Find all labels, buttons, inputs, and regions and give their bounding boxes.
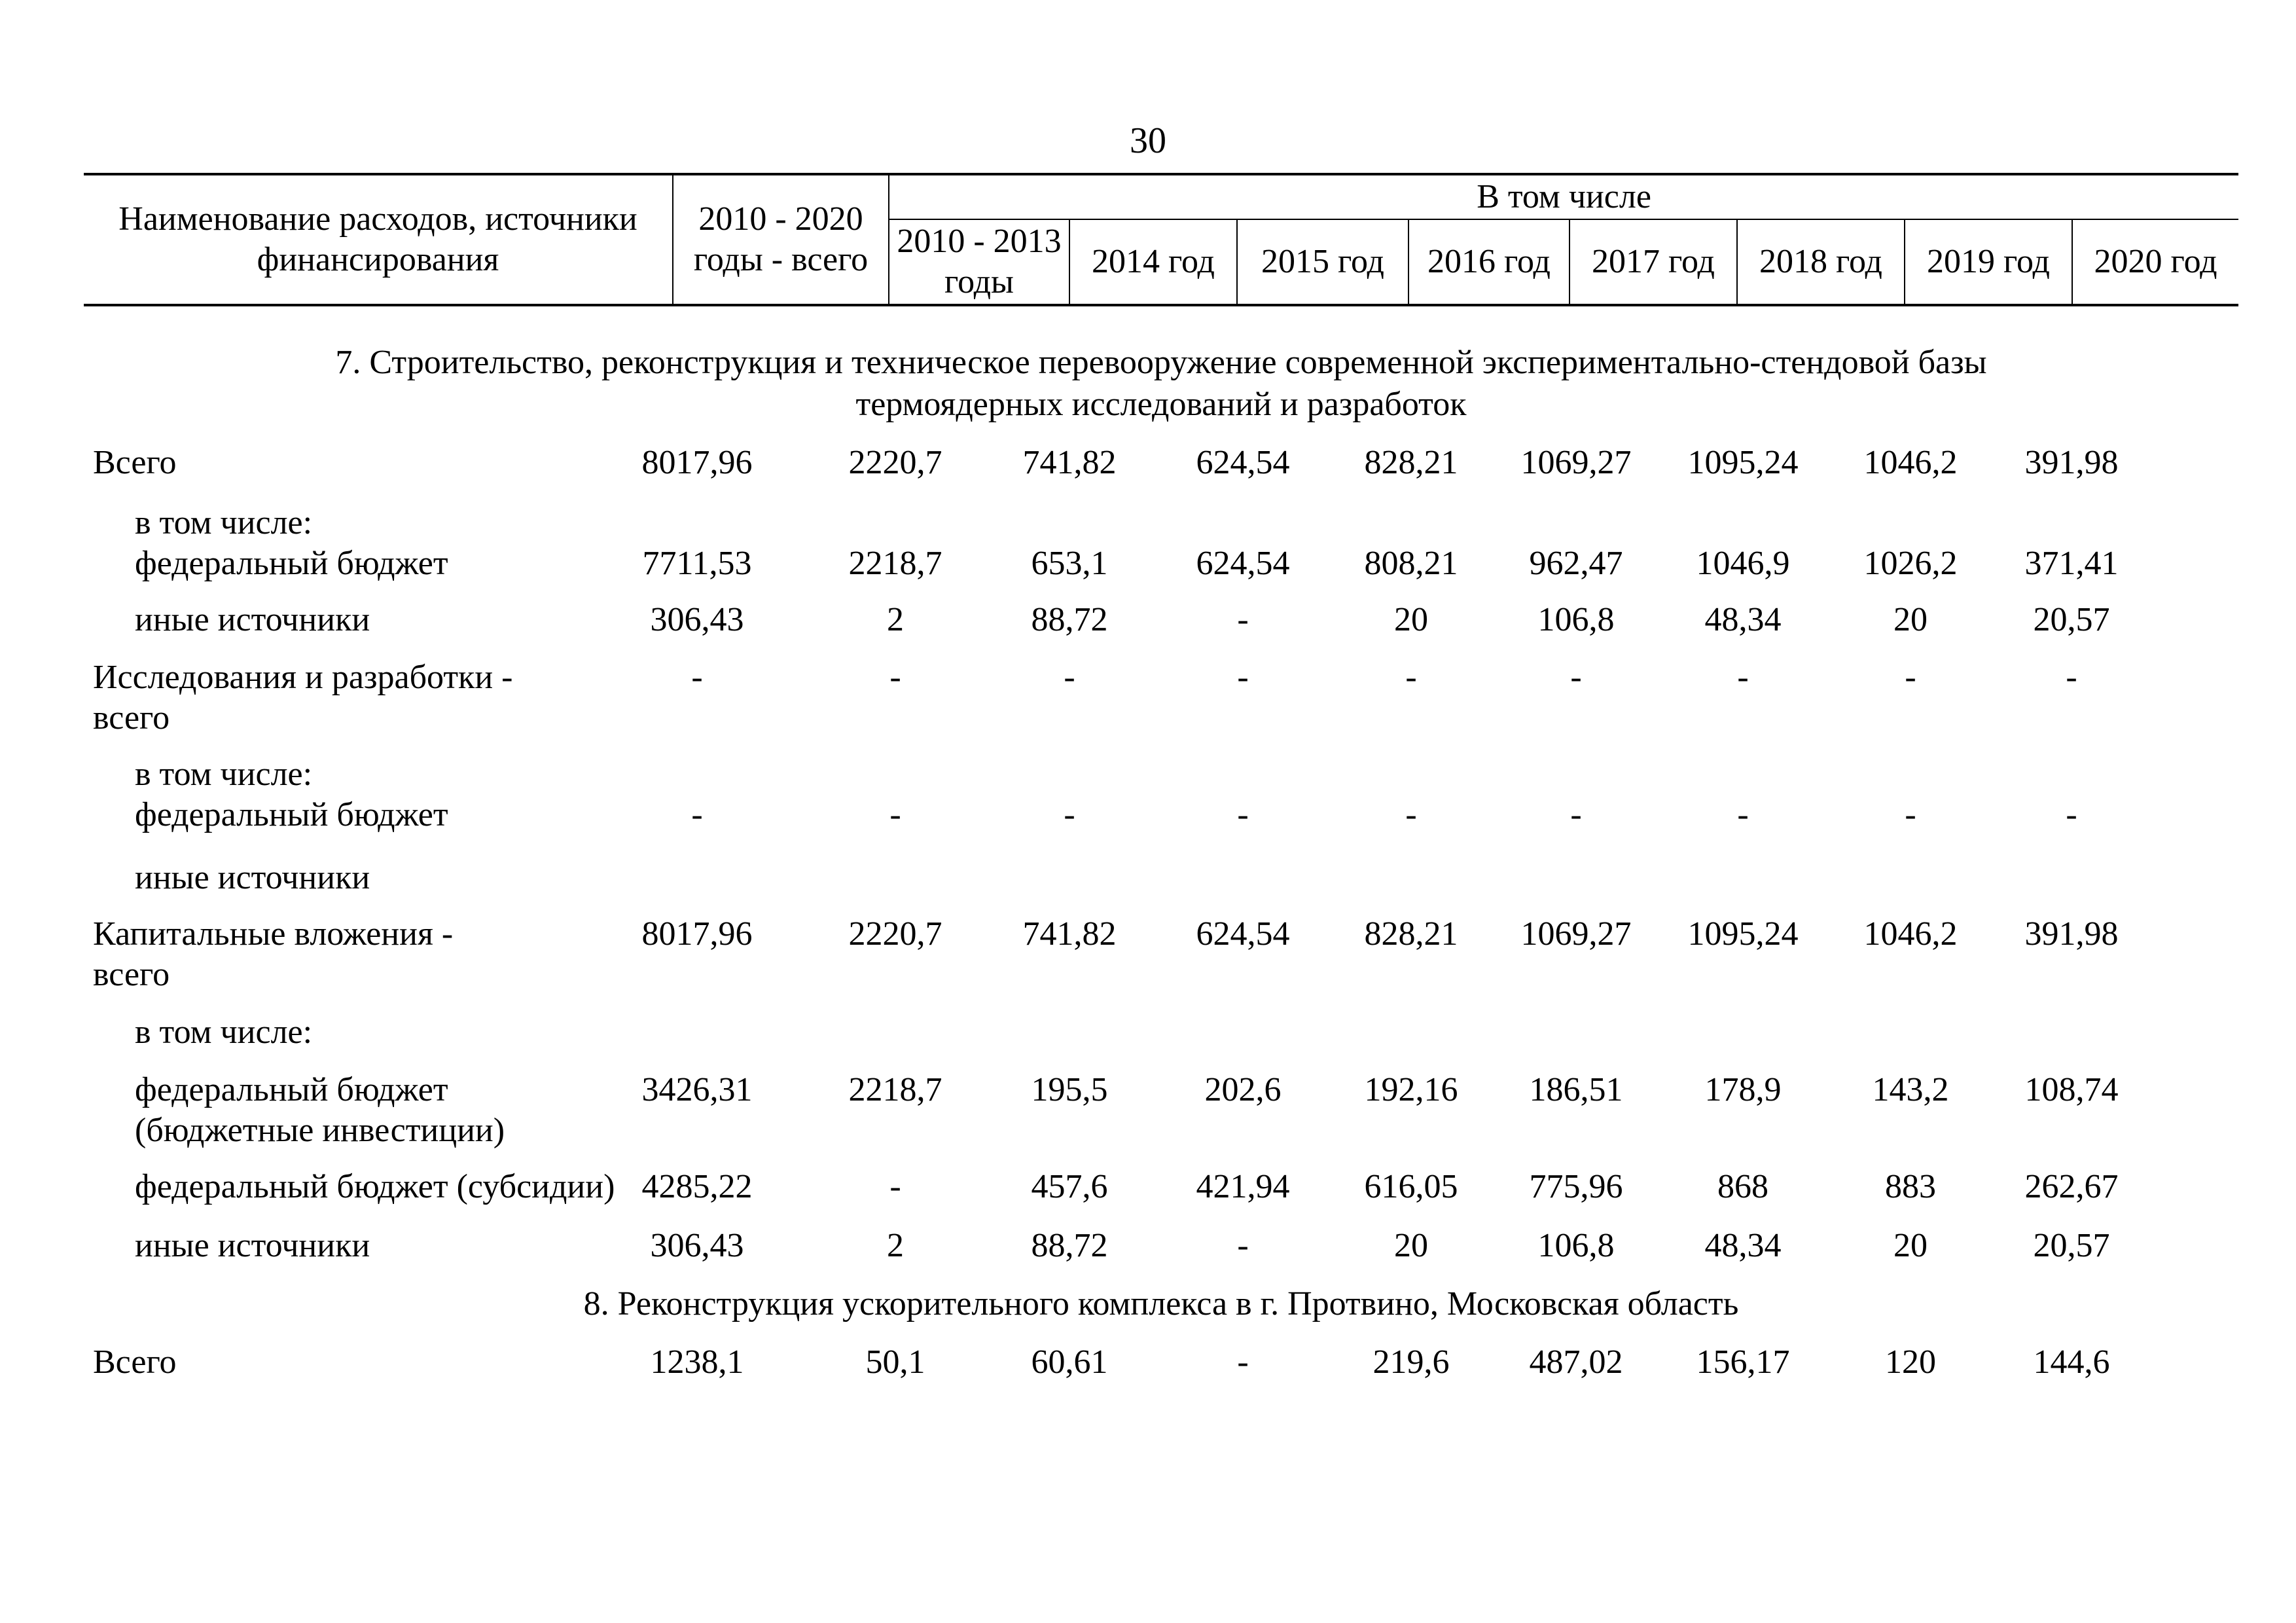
- cell-value: 487,02: [1529, 1343, 1623, 1381]
- cell-value: -: [2066, 796, 2077, 833]
- row-label: в том числе: федеральный бюджет: [135, 504, 448, 582]
- cell-value: 1026,2: [1863, 545, 1958, 582]
- cell-value: -: [1905, 659, 1916, 696]
- row-label: иные источники: [135, 859, 370, 896]
- cell-value: -: [691, 659, 703, 696]
- cell-value: 808,21: [1364, 545, 1458, 582]
- cell-value: 60,61: [1031, 1343, 1108, 1381]
- cell-value: 741,82: [1022, 444, 1117, 481]
- cell-value: 108,74: [2024, 1071, 2119, 1108]
- cell-value: 106,8: [1537, 601, 1615, 638]
- cell-value: 20,57: [2033, 1227, 2110, 1264]
- cell-value: 178,9: [1704, 1071, 1782, 1108]
- row-label: иные источники: [135, 1227, 370, 1264]
- cell-value: -: [1405, 796, 1417, 833]
- page-number: 30: [1130, 120, 1166, 161]
- cell-value: -: [1570, 659, 1582, 696]
- cell-value: 391,98: [2024, 915, 2119, 953]
- cell-value: 1069,27: [1520, 915, 1632, 953]
- row-label: федеральный бюджет (бюджетные инвестиции): [135, 1071, 505, 1149]
- header-year: 2019 год: [1905, 219, 2072, 305]
- cell-value: 775,96: [1529, 1168, 1623, 1205]
- cell-value: 144,6: [2033, 1343, 2110, 1381]
- cell-value: 883: [1885, 1168, 1936, 1205]
- cell-value: -: [889, 1168, 901, 1205]
- cell-value: 1095,24: [1687, 915, 1799, 953]
- cell-value: 219,6: [1372, 1343, 1450, 1381]
- cell-value: 2220,7: [848, 915, 942, 953]
- header-year: 2010 - 2013 годы: [889, 219, 1069, 305]
- cell-value: 828,21: [1364, 915, 1458, 953]
- row-label: в том числе: федеральный бюджет: [135, 756, 448, 833]
- header-group-label: В том числе: [889, 174, 2238, 219]
- cell-value: 262,67: [2024, 1168, 2119, 1205]
- cell-value: 202,6: [1204, 1071, 1282, 1108]
- cell-value: 20: [1394, 601, 1428, 638]
- cell-value: 186,51: [1529, 1071, 1623, 1108]
- cell-value: -: [1064, 659, 1075, 696]
- cell-value: -: [1237, 796, 1249, 833]
- cell-value: 20,57: [2033, 601, 2110, 638]
- cell-value: 195,5: [1031, 1071, 1108, 1108]
- cell-value: 20: [1394, 1227, 1428, 1264]
- cell-value: 192,16: [1364, 1071, 1458, 1108]
- cell-value: 4285,22: [641, 1168, 753, 1205]
- header-year: 2014 год: [1069, 219, 1237, 305]
- cell-value: 624,54: [1196, 444, 1290, 481]
- cell-value: -: [1405, 659, 1417, 696]
- cell-value: 143,2: [1872, 1071, 1949, 1108]
- cell-value: -: [1237, 601, 1249, 638]
- section-7-title: 7. Строительство, реконструкция и техническое перевооружение современной экспериментально-стендовой базы термоядерных исследований и разработок: [335, 344, 1987, 423]
- cell-value: 306,43: [650, 1227, 744, 1264]
- cell-value: -: [889, 659, 901, 696]
- cell-value: 457,6: [1031, 1168, 1108, 1205]
- cell-value: -: [1737, 659, 1749, 696]
- cell-value: -: [1737, 796, 1749, 833]
- cell-value: 120: [1885, 1343, 1936, 1381]
- cell-value: 1046,2: [1863, 444, 1958, 481]
- header-year: 2015 год: [1237, 219, 1408, 305]
- row-label: федеральный бюджет (субсидии): [135, 1168, 615, 1205]
- cell-value: 20: [1893, 1227, 1928, 1264]
- cell-value: 391,98: [2024, 444, 2119, 481]
- cell-value: 962,47: [1529, 545, 1623, 582]
- cell-value: 20: [1893, 601, 1928, 638]
- row-label: Исследования и разработки - всего: [93, 659, 513, 737]
- cell-value: 1095,24: [1687, 444, 1799, 481]
- cell-value: 2: [887, 601, 904, 638]
- cell-value: 624,54: [1196, 545, 1290, 582]
- cell-value: 8017,96: [641, 915, 753, 953]
- header-year: 2016 год: [1408, 219, 1570, 305]
- cell-value: 50,1: [865, 1343, 925, 1381]
- cell-value: 306,43: [650, 601, 744, 638]
- cell-value: 1238,1: [650, 1343, 744, 1381]
- header-year: 2018 год: [1737, 219, 1905, 305]
- section-8-title: 8. Реконструкция ускорительного комплекса в г. Протвино, Московская область: [583, 1285, 1739, 1322]
- cell-value: 624,54: [1196, 915, 1290, 953]
- cell-value: 741,82: [1022, 915, 1117, 953]
- row-label: Всего: [93, 1343, 177, 1381]
- cell-value: -: [691, 796, 703, 833]
- cell-value: 48,34: [1704, 601, 1782, 638]
- cell-value: 616,05: [1364, 1168, 1458, 1205]
- cell-value: 1069,27: [1520, 444, 1632, 481]
- cell-value: -: [1237, 1343, 1249, 1381]
- cell-value: -: [1570, 796, 1582, 833]
- cell-value: 2218,7: [848, 1071, 942, 1108]
- cell-value: 1046,9: [1696, 545, 1790, 582]
- cell-value: -: [889, 796, 901, 833]
- cell-value: 2220,7: [848, 444, 942, 481]
- cell-value: 156,17: [1696, 1343, 1790, 1381]
- cell-value: -: [1237, 659, 1249, 696]
- header-year: 2020 год: [2072, 219, 2238, 305]
- header-name-column: Наименование расходов, источники финансирования: [84, 174, 673, 305]
- cell-value: 106,8: [1537, 1227, 1615, 1264]
- cell-value: 371,41: [2024, 545, 2119, 582]
- cell-value: -: [2066, 659, 2077, 696]
- cell-value: 8017,96: [641, 444, 753, 481]
- cell-value: 2: [887, 1227, 904, 1264]
- row-label: Капитальные вложения - всего: [93, 915, 454, 993]
- cell-value: 88,72: [1031, 1227, 1108, 1264]
- cell-value: -: [1237, 1227, 1249, 1264]
- row-label: Всего: [93, 444, 177, 481]
- cell-value: -: [1064, 796, 1075, 833]
- cell-value: -: [1905, 796, 1916, 833]
- cell-value: 2218,7: [848, 545, 942, 582]
- header-year: 2017 год: [1570, 219, 1737, 305]
- cell-value: 421,94: [1196, 1168, 1290, 1205]
- table-header: [84, 173, 2238, 306]
- header-total-column: 2010 - 2020 годы - всего: [673, 174, 889, 305]
- cell-value: 3426,31: [641, 1071, 753, 1108]
- cell-value: 1046,2: [1863, 915, 1958, 953]
- cell-value: 653,1: [1031, 545, 1108, 582]
- cell-value: 7711,53: [642, 545, 752, 582]
- row-label: иные источники: [135, 601, 370, 638]
- cell-value: 48,34: [1704, 1227, 1782, 1264]
- cell-value: 88,72: [1031, 601, 1108, 638]
- row-label: в том числе:: [135, 1013, 313, 1051]
- cell-value: 828,21: [1364, 444, 1458, 481]
- cell-value: 868: [1717, 1168, 1768, 1205]
